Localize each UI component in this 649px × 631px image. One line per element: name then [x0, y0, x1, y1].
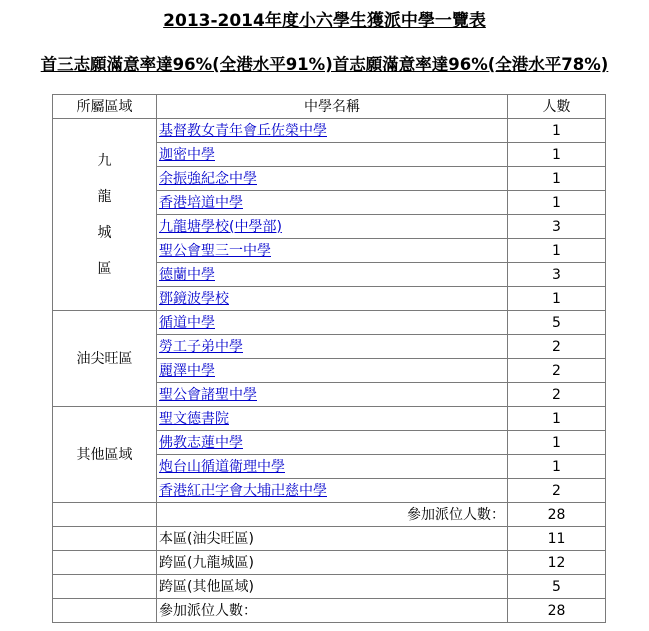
summary-count: 12: [508, 551, 606, 575]
summary-count: 28: [508, 599, 606, 623]
school-link[interactable]: 香港培道中學: [159, 194, 243, 211]
school-count: 3: [508, 263, 606, 287]
district-other: 其他區域: [53, 407, 157, 503]
allocation-table: [52, 94, 606, 623]
school-count: 1: [508, 119, 606, 143]
school-column-header: 中學名稱: [157, 95, 508, 119]
summary-label: 參加派位人數：: [157, 599, 508, 623]
school-link[interactable]: 迦密中學: [159, 146, 215, 163]
empty-cell: [53, 527, 157, 551]
school-link[interactable]: 九龍塘學校(中學部): [159, 218, 282, 235]
summary-count: 11: [508, 527, 606, 551]
district-char: 區: [97, 260, 112, 277]
total-label: 參加派位人數：: [157, 503, 508, 527]
school-count: 1: [508, 239, 606, 263]
empty-cell: [53, 551, 157, 575]
table-row: [53, 407, 606, 431]
empty-cell: [53, 599, 157, 623]
page-title: 2013-2014年度小六學生獲派中學一覽表: [163, 11, 486, 31]
summary-row: [53, 527, 606, 551]
school-link[interactable]: 聖公會諸聖中學: [159, 386, 257, 403]
district-kowloon-city: [53, 119, 157, 311]
school-link[interactable]: 香港紅卍字會大埔卍慈中學: [159, 482, 327, 499]
school-link[interactable]: 佛教志蓮中學: [159, 434, 243, 451]
school-count: 2: [508, 383, 606, 407]
district-column-header: 所屬區域: [53, 95, 157, 119]
school-link[interactable]: 德蘭中學: [159, 266, 215, 283]
school-count: 1: [508, 455, 606, 479]
school-count: 1: [508, 143, 606, 167]
district-char: 九: [97, 152, 112, 169]
school-link[interactable]: 鄧鏡波學校: [159, 290, 229, 307]
school-count: 1: [508, 287, 606, 311]
school-link[interactable]: 基督教女青年會丘佐榮中學: [159, 122, 327, 139]
school-link[interactable]: 麗澤中學: [159, 362, 215, 379]
empty-cell: [53, 575, 157, 599]
school-count: 2: [508, 359, 606, 383]
school-link[interactable]: 循道中學: [159, 314, 215, 331]
district-char: 龍: [97, 188, 112, 205]
school-link[interactable]: 聖公會聖三一中學: [159, 242, 271, 259]
total-row: [53, 503, 606, 527]
school-count: 1: [508, 431, 606, 455]
summary-count: 5: [508, 575, 606, 599]
summary-label: 本區(油尖旺區): [157, 527, 508, 551]
school-link[interactable]: 聖文德書院: [159, 410, 229, 427]
school-count: 3: [508, 215, 606, 239]
empty-cell: [53, 503, 157, 527]
school-count: 5: [508, 311, 606, 335]
satisfaction-subtitle: 首三志願滿意率達96%(全港水平91%)首志願滿意率達96%(全港水平78%): [40, 55, 609, 74]
summary-row: [53, 575, 606, 599]
school-count: 2: [508, 479, 606, 503]
table-header-row: [53, 95, 606, 119]
summary-label: 跨區(其他區域): [157, 575, 508, 599]
school-link[interactable]: 余振強紀念中學: [159, 170, 257, 187]
district-char: 城: [97, 224, 112, 241]
table-row: [53, 311, 606, 335]
total-count: 28: [508, 503, 606, 527]
school-count: 1: [508, 167, 606, 191]
school-count: 1: [508, 191, 606, 215]
count-column-header: 人數: [508, 95, 606, 119]
summary-row: [53, 599, 606, 623]
summary-label: 跨區(九龍城區): [157, 551, 508, 575]
district-yau-tsim-mong: 油尖旺區: [53, 311, 157, 407]
school-link[interactable]: 炮台山循道衛理中學: [159, 458, 285, 475]
table-row: [53, 119, 606, 143]
school-link[interactable]: 勞工子弟中學: [159, 338, 243, 355]
school-count: 2: [508, 335, 606, 359]
summary-row: [53, 551, 606, 575]
school-count: 1: [508, 407, 606, 431]
